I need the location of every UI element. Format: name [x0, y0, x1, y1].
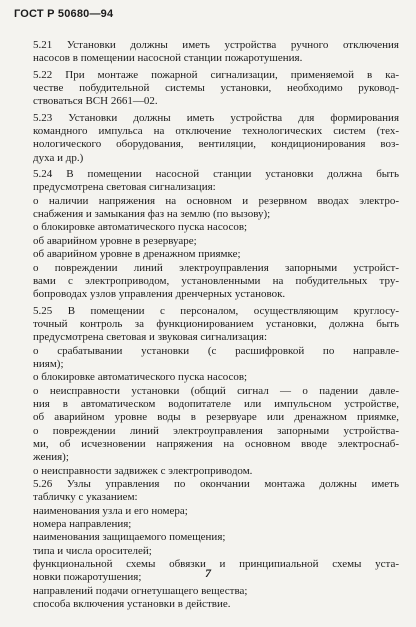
- text-line: о повреждении линий электроуправления запорными устройст-: [33, 261, 399, 274]
- text-line: функциональной схемы обвязки и принципиальной схемы уста-: [33, 558, 399, 571]
- text-line: табличку с указанием:: [33, 491, 138, 504]
- text-line: об аварийном уровне воды в резервуаре или дренажном приямке,: [33, 411, 399, 424]
- text-line: о неисправности задвижек с электроприводом.: [33, 464, 253, 477]
- page-number: 7: [205, 566, 211, 580]
- text-line: духа и др.): [33, 151, 84, 164]
- text-line: честве побудительной системы установки, необходимо руковод-: [33, 82, 399, 95]
- text-line: о повреждении линий электроуправления запорными устройства-: [33, 424, 399, 437]
- text-line: жения);: [33, 451, 69, 464]
- text-line: точный контроль за функционированием установки, должна быть: [33, 317, 399, 330]
- text-line: новки пожаротушения;: [33, 571, 142, 584]
- text-line: предусмотрена световая сигнализация:: [33, 181, 216, 194]
- text-line: 5.23 Установки должны иметь устройства для формирования: [33, 111, 399, 124]
- text-line: ниям);: [33, 357, 64, 370]
- text-line: ми, об исчезновении напряжения на основном вводе электроснаб-: [33, 437, 399, 450]
- text-line: 5.21 Установки должны иметь устройства ручного отключения: [33, 39, 399, 51]
- text-line: о неисправности установки (общий сигнал — о падении давле-: [33, 384, 399, 397]
- text-line: 5.26 Узлы управления по окончании монтажа должны иметь: [33, 478, 399, 490]
- text-line: о блокировке автоматического пуска насосов;: [33, 371, 248, 384]
- text-line: о наличии напряжения на основном и резервном вводах электро-: [33, 194, 399, 207]
- text-line: наименования защищаемого помещения;: [33, 531, 226, 544]
- document-body: [33, 36, 399, 611]
- text-line: номера направления;: [33, 518, 132, 531]
- text-line: об аварийном уровне в дренажном приямке;: [33, 248, 241, 261]
- text-line: снабжения и замыкания фаз на землю (по вызову);: [33, 208, 271, 221]
- text-line: командного импульса на отключение технологических систем (тех-: [33, 125, 399, 138]
- text-line: 5.24 В помещении насосной станции установки должна быть: [33, 168, 399, 181]
- text-line: вами с электроприводом, установленными на побудительных тру-: [33, 274, 399, 287]
- text-line: наименования узла и его номера;: [33, 504, 188, 517]
- text-line: бопроводах узлов управления дренчерных установок.: [33, 288, 286, 301]
- text-line: о блокировке автоматического пуска насосов;: [33, 221, 248, 234]
- text-line: предусмотрена световая и звуковая сигнализация:: [33, 331, 268, 344]
- text-line: о срабатывании установки (с расшифровкой по направле-: [33, 344, 399, 357]
- text-line: нологического оборудования, вентиляции, кондиционирования воз-: [33, 138, 399, 151]
- text-line: направлений подачи огнетушащего вещества;: [33, 584, 248, 597]
- text-line: 5.22 При монтаже пожарной сигнализации, применяемой в ка-: [33, 68, 399, 81]
- text-line: насосов в помещении насосной станции пожаротушения.: [33, 52, 303, 65]
- text-line: ствоваться ВСН 2661—02.: [33, 95, 158, 108]
- text-line: способа включения установки в действие.: [33, 598, 231, 611]
- text-line: об аварийном уровне в резервуаре;: [33, 234, 197, 247]
- text-line: типа и числа оросителей;: [33, 544, 152, 557]
- text-line: 5.25 В помещении с персоналом, осуществляющим круглосу-: [33, 304, 399, 317]
- text-line: ния в автоматическом водопитателе или импульсном устройстве,: [33, 397, 399, 410]
- document-header: ГОСТ Р 50680—94: [14, 8, 114, 20]
